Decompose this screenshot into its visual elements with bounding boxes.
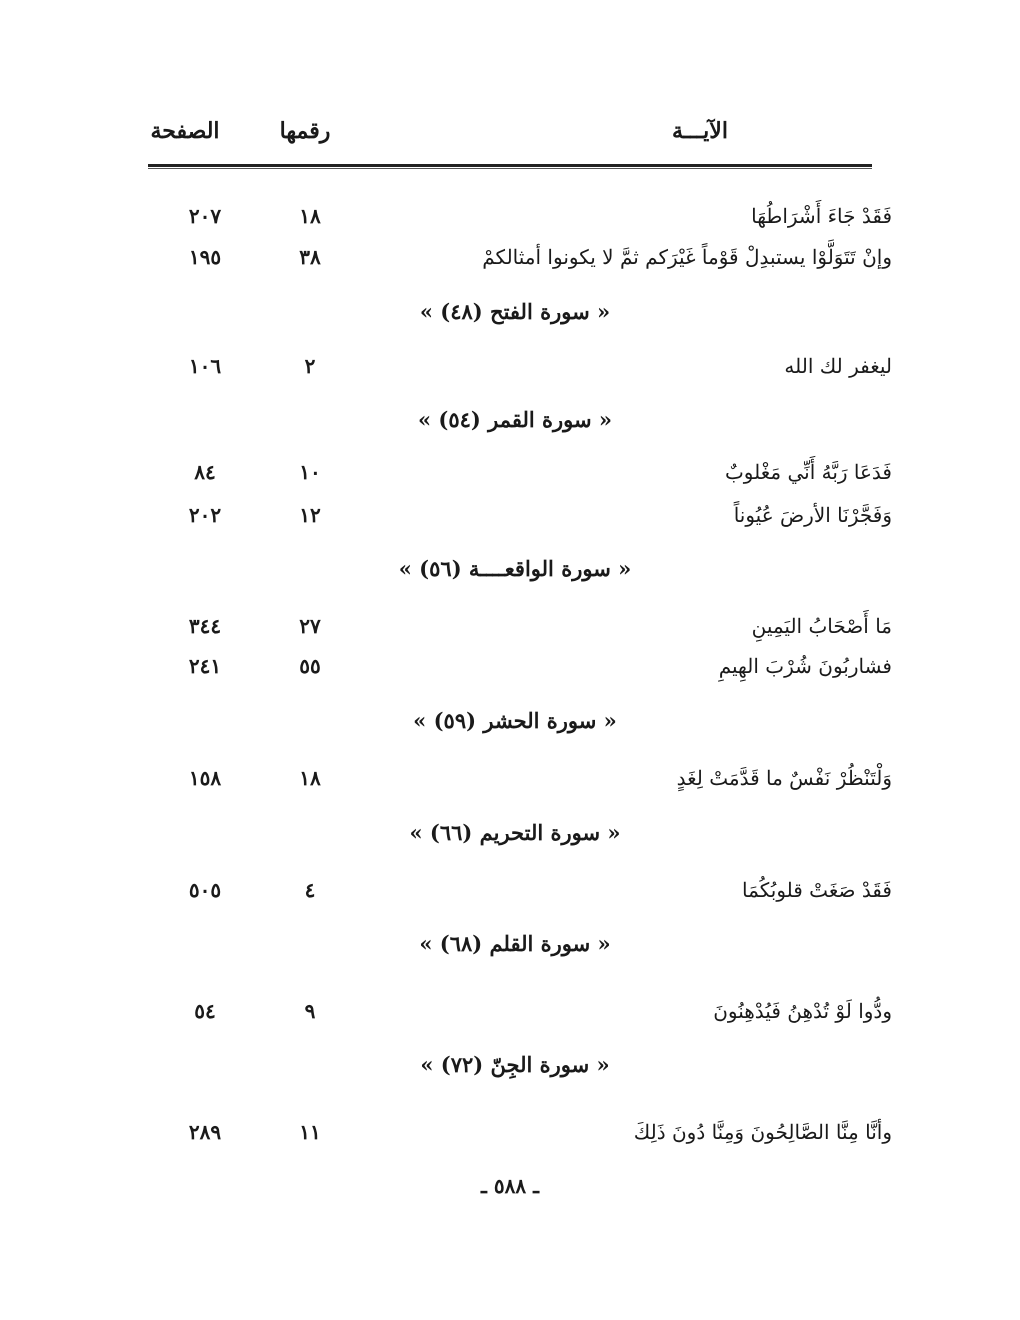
table-row (0, 997, 1020, 1037)
page-number: ٥٤ (194, 999, 216, 1023)
header-rule-thin (148, 168, 872, 169)
verse-number: ٩ (304, 999, 316, 1023)
table-row (0, 458, 1020, 498)
verse-number: ٤ (304, 878, 316, 902)
header-number: رقمها (279, 118, 331, 144)
table-row (0, 876, 1020, 916)
surah-heading: « سورة التحريم (٦٦) » (409, 820, 621, 845)
verse-text: وَلْتَنْظُرْ نَفْسٌ ما قَدَّمَتْ لِغَدٍ (676, 766, 892, 790)
surah-heading: « سورة القمر (٥٤) » (417, 407, 613, 432)
header-verse: الآيـــة (672, 118, 728, 144)
page-number: ٢٨٩ (188, 1120, 222, 1144)
verse-text: فَقَدْ جَاءَ أَشْرَاطُهَا (751, 204, 892, 228)
verse-number: ٢٧ (299, 614, 321, 638)
verse-number: ١٨ (299, 766, 321, 790)
surah-heading: « سورة الحشر (٥٩) » (413, 708, 617, 733)
verse-text: فشاربُونَ شُرْبَ الهِيمِ (718, 654, 892, 678)
table-row (0, 501, 1020, 541)
surah-heading: « سورة القلم (٦٨) » (419, 931, 611, 956)
page-number: ١٥٨ (188, 766, 222, 790)
verse-text: وَفَجَّرْنَا الأرضَ عُيُوناً (733, 503, 892, 527)
page-footer-number: ـ ٥٨٨ ـ (481, 1174, 539, 1198)
table-row (0, 612, 1020, 652)
page-number: ٢٠٧ (188, 204, 222, 228)
table-row (0, 202, 1020, 242)
verse-number: ١١ (299, 1120, 321, 1144)
verse-text: ودُّوا لَوْ تُدْهِنُ فَيُدْهِنُونَ (713, 999, 892, 1023)
header-rule (148, 164, 872, 167)
verse-number: ١٢ (299, 503, 321, 527)
table-row (0, 352, 1020, 392)
verse-number: ١٨ (299, 204, 321, 228)
table-row (0, 764, 1020, 804)
page-number: ١٩٥ (188, 245, 222, 269)
surah-heading: « سورة الجِنّ (٧٢) » (420, 1052, 610, 1077)
table-row (0, 243, 1020, 283)
header-page: الصفحة (150, 118, 220, 144)
verse-text: وإنْ تَتَوَلَّوْا يستبدِلْ قَوْماً غَيْرَكم ثمَّ لا يكونوا أمثالكمْ (482, 245, 892, 269)
verse-number: ٥٥ (299, 654, 321, 678)
page-number: ٨٤ (194, 460, 216, 484)
verse-number: ٣٨ (299, 245, 321, 269)
page-number: ٢٤١ (188, 654, 222, 678)
verse-number: ١٠ (299, 460, 321, 484)
table-row (0, 652, 1020, 692)
surah-heading: « سورة الفتح (٤٨) » (419, 299, 611, 324)
page-number: ٣٤٤ (188, 614, 222, 638)
page-number: ٢٠٢ (188, 503, 222, 527)
verse-text: ليغفر لك الله (784, 354, 892, 378)
verse-number: ٢ (304, 354, 316, 378)
table-row (0, 1118, 1020, 1158)
surah-heading: « سورة الواقعــــة (٥٦) » (398, 556, 632, 581)
verse-text: وأنَّا مِنَّا الصَّالِحُونَ وَمِنَّا دُونَ ذَلِكَ (633, 1120, 892, 1144)
page-number: ١٠٦ (188, 354, 222, 378)
verse-text: فَدَعَا رَبَّهُ أَنِّي مَغْلوبٌ (724, 460, 892, 484)
page-number: ٥٠٥ (188, 878, 222, 902)
verse-text: فَقَدْ صَغَتْ قلوبُكُمَا (742, 878, 892, 902)
verse-text: مَا أَصْحَابُ اليَمِينِ (751, 614, 892, 638)
